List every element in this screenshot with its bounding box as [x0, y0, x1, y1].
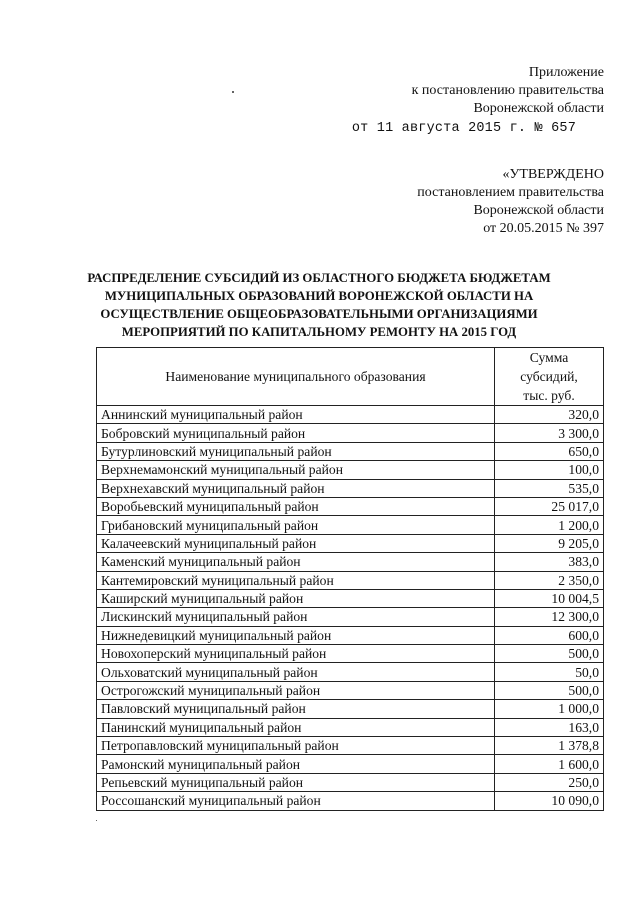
- appendix-line-2: к постановлению правительства: [411, 83, 604, 98]
- subsidy-amount: 163,0: [495, 718, 604, 736]
- title-line-3: ОСУЩЕСТВЛЕНИЕ ОБЩЕОБРАЗОВАТЕЛЬНЫМИ ОРГАНИЗАЦИЯМИ: [100, 307, 538, 321]
- subsidy-amount: 3 300,0: [495, 424, 604, 442]
- header-municipality: Наименование муниципального образования: [97, 348, 495, 406]
- table-row: [97, 718, 604, 736]
- table-row: [97, 626, 604, 644]
- title-line-1: РАСПРЕДЕЛЕНИЕ СУБСИДИЙ ИЗ ОБЛАСТНОГО БЮДЖЕТА БЮДЖЕТАМ: [87, 271, 551, 285]
- table-row: [97, 479, 604, 497]
- approved-line-4: от 20.05.2015 № 397: [483, 221, 604, 236]
- subsidy-amount: 383,0: [495, 553, 604, 571]
- header-sum-line-3: тыс. руб.: [523, 388, 575, 403]
- municipality-name: Бутурлиновский муниципальный район: [97, 442, 495, 460]
- subsidy-amount: 1 600,0: [495, 755, 604, 773]
- municipality-name: Рамонский муниципальный район: [97, 755, 495, 773]
- subsidy-amount: 535,0: [495, 479, 604, 497]
- header-sum-line-1: Сумма: [529, 350, 569, 365]
- municipality-name: Каширский муниципальный район: [97, 589, 495, 607]
- table-row: [97, 571, 604, 589]
- municipality-name: Петропавловский муниципальный район: [97, 737, 495, 755]
- title-line-4: МЕРОПРИЯТИЙ ПО КАПИТАЛЬНОМУ РЕМОНТУ НА 2015 ГОД: [121, 325, 517, 339]
- approved-line-1: «УТВЕРЖДЕНО: [502, 167, 604, 182]
- table-row: [97, 406, 604, 424]
- table-row: [97, 461, 604, 479]
- table-row: [97, 497, 604, 515]
- municipality-name: Каменский муниципальный район: [97, 553, 495, 571]
- document-title: [86, 269, 552, 341]
- subsidy-amount: 1 378,8: [495, 737, 604, 755]
- approval-stamp: [417, 166, 604, 238]
- municipality-name: Репьевский муниципальный район: [97, 773, 495, 791]
- subsidy-amount: 320,0: [495, 406, 604, 424]
- appendix-line-3: Воронежской области: [473, 101, 604, 116]
- table-row: [97, 773, 604, 791]
- table-row: [97, 755, 604, 773]
- municipality-name: Верхнемамонский муниципальный район: [97, 461, 495, 479]
- municipality-name: Кантемировский муниципальный район: [97, 571, 495, 589]
- appendix-heading: [412, 64, 604, 118]
- subsidy-amount: 600,0: [495, 626, 604, 644]
- table-row: [97, 442, 604, 460]
- table-row: [97, 663, 604, 681]
- table-row: [97, 792, 604, 810]
- scan-speck: [232, 91, 234, 93]
- municipality-name: Павловский муниципальный район: [97, 700, 495, 718]
- table-row: [97, 681, 604, 699]
- header-sum: [495, 348, 604, 406]
- subsidy-table: [96, 347, 604, 811]
- table-row: [97, 553, 604, 571]
- subsidy-amount: 650,0: [495, 442, 604, 460]
- municipality-name: Ольховатский муниципальный район: [97, 663, 495, 681]
- municipality-name: Бобровский муниципальный район: [97, 424, 495, 442]
- subsidy-amount: 500,0: [495, 681, 604, 699]
- municipality-name: Лискинский муниципальный район: [97, 608, 495, 626]
- municipality-name: Калачеевский муниципальный район: [97, 534, 495, 552]
- subsidy-amount: 9 205,0: [495, 534, 604, 552]
- table-row: [97, 516, 604, 534]
- table-row: [97, 645, 604, 663]
- approved-line-2: постановлением правительства: [417, 185, 604, 200]
- subsidy-amount: 50,0: [495, 663, 604, 681]
- scan-speck: [96, 820, 97, 821]
- municipality-name: Верхнехавский муниципальный район: [97, 479, 495, 497]
- table-row: [97, 534, 604, 552]
- municipality-name: Россошанский муниципальный район: [97, 792, 495, 810]
- municipality-name: Аннинский муниципальный район: [97, 406, 495, 424]
- municipality-name: Нижнедевицкий муниципальный район: [97, 626, 495, 644]
- table-header-row: [97, 348, 604, 406]
- municipality-name: Новохоперский муниципальный район: [97, 645, 495, 663]
- title-line-2: МУНИЦИПАЛЬНЫХ ОБРАЗОВАНИЙ ВОРОНЕЖСКОЙ ОБЛАСТИ НА: [104, 289, 534, 303]
- table-row: [97, 589, 604, 607]
- table-row: [97, 737, 604, 755]
- municipality-name: Острогожский муниципальный район: [97, 681, 495, 699]
- subsidy-amount: 250,0: [495, 773, 604, 791]
- municipality-name: Воробьевский муниципальный район: [97, 497, 495, 515]
- subsidy-amount: 10 090,0: [495, 792, 604, 810]
- table-row: [97, 608, 604, 626]
- subsidy-amount: 1 000,0: [495, 700, 604, 718]
- subsidy-amount: 10 004,5: [495, 589, 604, 607]
- subsidy-amount: 12 300,0: [495, 608, 604, 626]
- municipality-name: Грибановский муниципальный район: [97, 516, 495, 534]
- decree-date: от 11 августа 2015 г. № 657: [351, 121, 576, 136]
- subsidy-amount: 100,0: [495, 461, 604, 479]
- subsidy-amount: 25 017,0: [495, 497, 604, 515]
- appendix-line-1: Приложение: [528, 65, 604, 80]
- subsidy-amount: 500,0: [495, 645, 604, 663]
- approved-line-3: Воронежской области: [473, 203, 604, 218]
- table-row: [97, 700, 604, 718]
- municipality-name: Панинский муниципальный район: [97, 718, 495, 736]
- table-row: [97, 424, 604, 442]
- subsidy-amount: 2 350,0: [495, 571, 604, 589]
- table-body: [97, 406, 604, 811]
- subsidy-amount: 1 200,0: [495, 516, 604, 534]
- header-sum-line-2: субсидий,: [520, 369, 578, 384]
